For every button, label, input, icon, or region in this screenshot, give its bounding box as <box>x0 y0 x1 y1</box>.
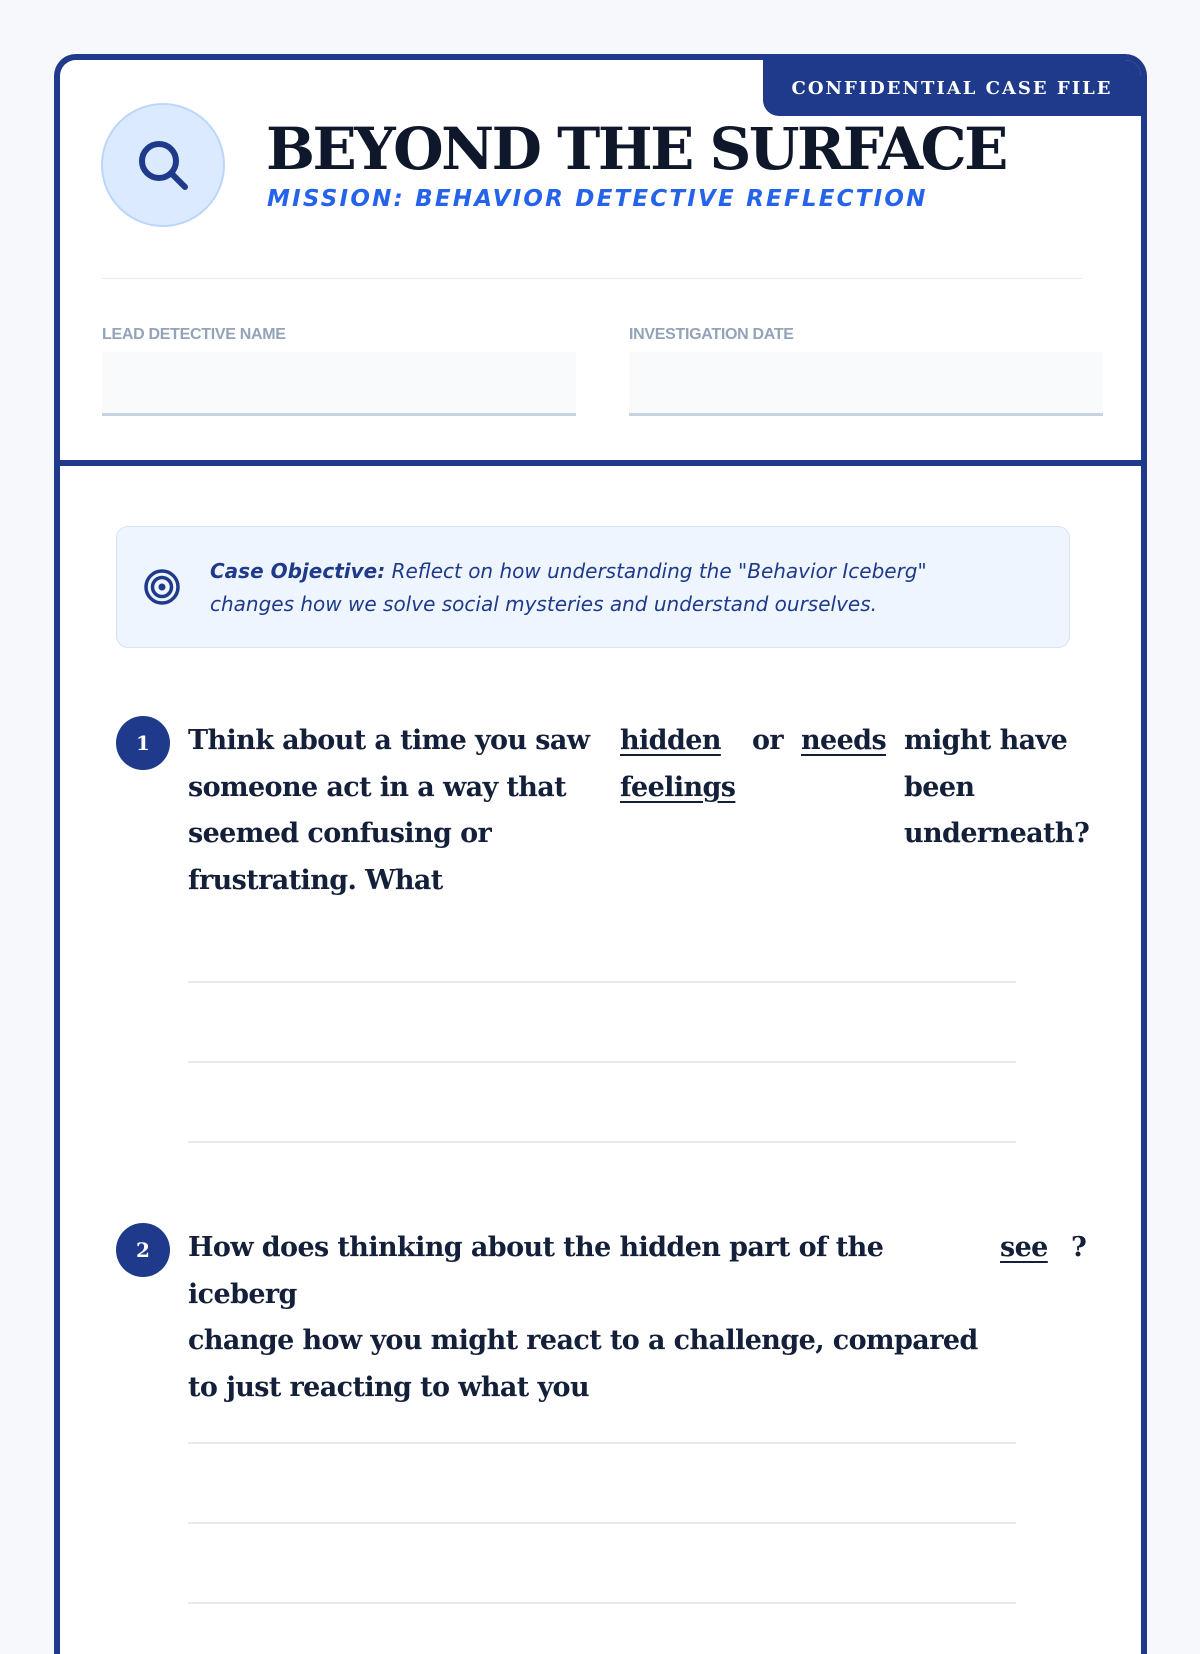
question-2-tail: ? <box>1071 1232 1087 1263</box>
question-number-1: 1 <box>116 716 170 770</box>
question-number-2: 2 <box>116 1223 170 1277</box>
header-divider <box>102 278 1082 279</box>
answer-line[interactable] <box>188 1602 1016 1604</box>
answer-line[interactable] <box>188 1061 1016 1063</box>
question-1-tail-line: been <box>904 771 975 803</box>
target-icon <box>143 568 181 606</box>
blank-feelings: feelings <box>620 771 736 803</box>
question-1-line: frustrating. What <box>188 864 443 896</box>
case-file-card <box>54 54 1147 1654</box>
header <box>60 60 1141 460</box>
question-1-tail-line: underneath? <box>904 818 1090 849</box>
confidential-badge: CONFIDENTIAL CASE FILE <box>763 60 1141 116</box>
question-1-main <box>188 718 608 904</box>
objective-body: Reflect on how understanding the "Behavior Iceberg" changes how we solve social mysteries and understand ourselves. <box>210 559 927 616</box>
page-title: BEYOND THE SURFACE <box>266 115 1006 183</box>
answer-line[interactable] <box>188 1442 1016 1444</box>
question-1-line: seemed confusing or <box>188 818 492 849</box>
blank-hidden: hidden <box>620 725 721 756</box>
question-1-line: someone act in a way that <box>188 771 567 803</box>
answer-line[interactable] <box>188 1141 1016 1143</box>
blank-see: see <box>1000 1232 1048 1263</box>
answer-line[interactable] <box>188 981 1016 983</box>
question-1-blank-feelings <box>620 718 735 811</box>
magnifying-glass-icon <box>101 103 225 227</box>
header-border <box>60 460 1141 466</box>
question-2-line: change how you might react to a challenge, compared <box>188 1325 978 1356</box>
blank-needs: needs <box>801 725 887 756</box>
question-2-line: How does thinking about the hidden part of the iceberg <box>188 1232 884 1310</box>
case-objective-box <box>116 526 1070 648</box>
question-2-line: to just reacting to what you <box>188 1371 589 1403</box>
investigation-date-field[interactable] <box>629 352 1103 416</box>
question-1-tail-line: might have <box>904 725 1068 756</box>
objective-label: Case Objective: <box>210 559 386 583</box>
detective-name-field[interactable] <box>102 352 576 416</box>
investigation-date-label: INVESTIGATION DATE <box>629 326 794 343</box>
question-1-connector: or <box>752 725 784 756</box>
answer-line[interactable] <box>188 1522 1016 1524</box>
question-2-main <box>188 1225 988 1411</box>
objective-text <box>210 555 1010 621</box>
question-1-tail <box>904 718 1089 858</box>
detective-name-label: LEAD DETECTIVE NAME <box>102 326 286 343</box>
page-subtitle: MISSION: BEHAVIOR DETECTIVE REFLECTION <box>267 186 928 212</box>
question-1-line: Think about a time you saw <box>188 725 590 756</box>
